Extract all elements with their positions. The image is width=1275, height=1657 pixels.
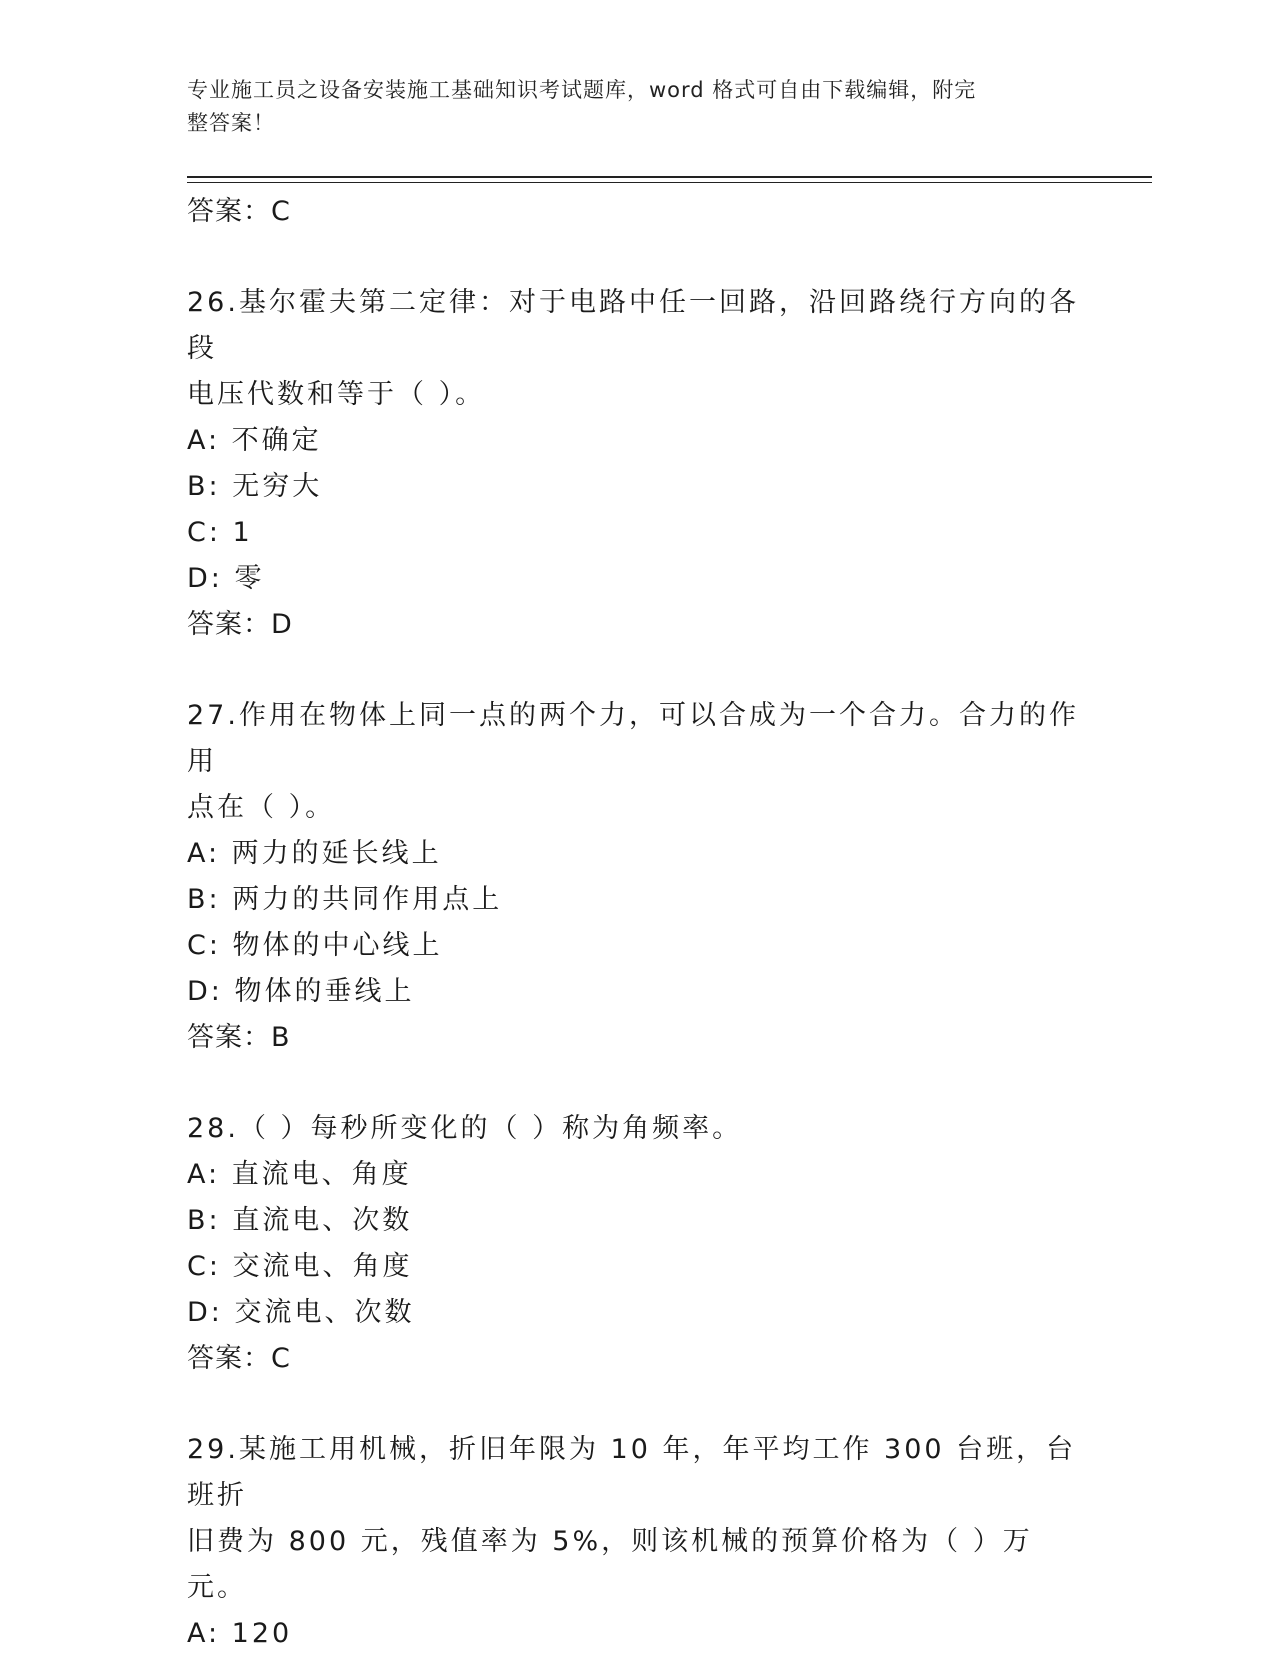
document-header xyxy=(187,74,1067,140)
option-c: C: 交流电、角度 xyxy=(187,1251,413,1282)
question-text-line: 27.作用在物体上同一点的两个力，可以合成为一个合力。合力的作用 xyxy=(187,700,1079,777)
question-text-line: 26.基尔霍夫第二定律：对于电路中任一回路，沿回路绕行方向的各段 xyxy=(187,287,1079,364)
option-a: A: 120 xyxy=(187,1618,293,1649)
question-text-line: 旧费为 800 元，残值率为 5%，则该机械的预算价格为（ ）万元。 xyxy=(187,1526,1033,1603)
answer-label: 答案：D xyxy=(187,609,293,640)
question-text-line: 28.（ ）每秒所变化的（ ）称为角频率。 xyxy=(187,1113,743,1144)
question-text-line: 29.某施工用机械，折旧年限为 10 年，年平均工作 300 台班，台班折 xyxy=(187,1434,1077,1511)
question-text-line: 电压代数和等于（ ）。 xyxy=(187,379,486,410)
option-a: A: 直流电、角度 xyxy=(187,1159,412,1190)
option-d: D: 物体的垂线上 xyxy=(187,976,415,1007)
header-line-1: 专业施工员之设备安装施工基础知识考试题库，word 格式可自由下载编辑，附完 xyxy=(187,78,977,102)
option-b: B: 无穷大 xyxy=(187,471,323,502)
header-rule-thin xyxy=(187,182,1152,183)
option-a: A: 两力的延长线上 xyxy=(187,838,442,869)
question-26 xyxy=(187,280,1087,648)
option-c: C: 1 xyxy=(187,517,253,548)
question-27 xyxy=(187,693,1087,1061)
option-d: D: 零 xyxy=(187,563,265,594)
header-rule-thick xyxy=(187,176,1152,178)
option-c: C: 物体的中心线上 xyxy=(187,930,443,961)
answer-label: 答案：C xyxy=(187,1343,291,1374)
answer-label: 答案：C xyxy=(187,196,291,227)
option-b: B: 直流电、次数 xyxy=(187,1205,413,1236)
question-29 xyxy=(187,1427,1087,1657)
answer-label: 答案：B xyxy=(187,1022,291,1053)
header-line-2: 整答案！ xyxy=(187,111,275,135)
option-a: A: 不确定 xyxy=(187,425,322,456)
question-text-line: 点在（ ）。 xyxy=(187,792,336,823)
question-list xyxy=(187,189,1087,1657)
option-d: D: 交流电、次数 xyxy=(187,1297,415,1328)
option-b: B: 两力的共同作用点上 xyxy=(187,884,503,915)
question-28 xyxy=(187,1106,1087,1382)
